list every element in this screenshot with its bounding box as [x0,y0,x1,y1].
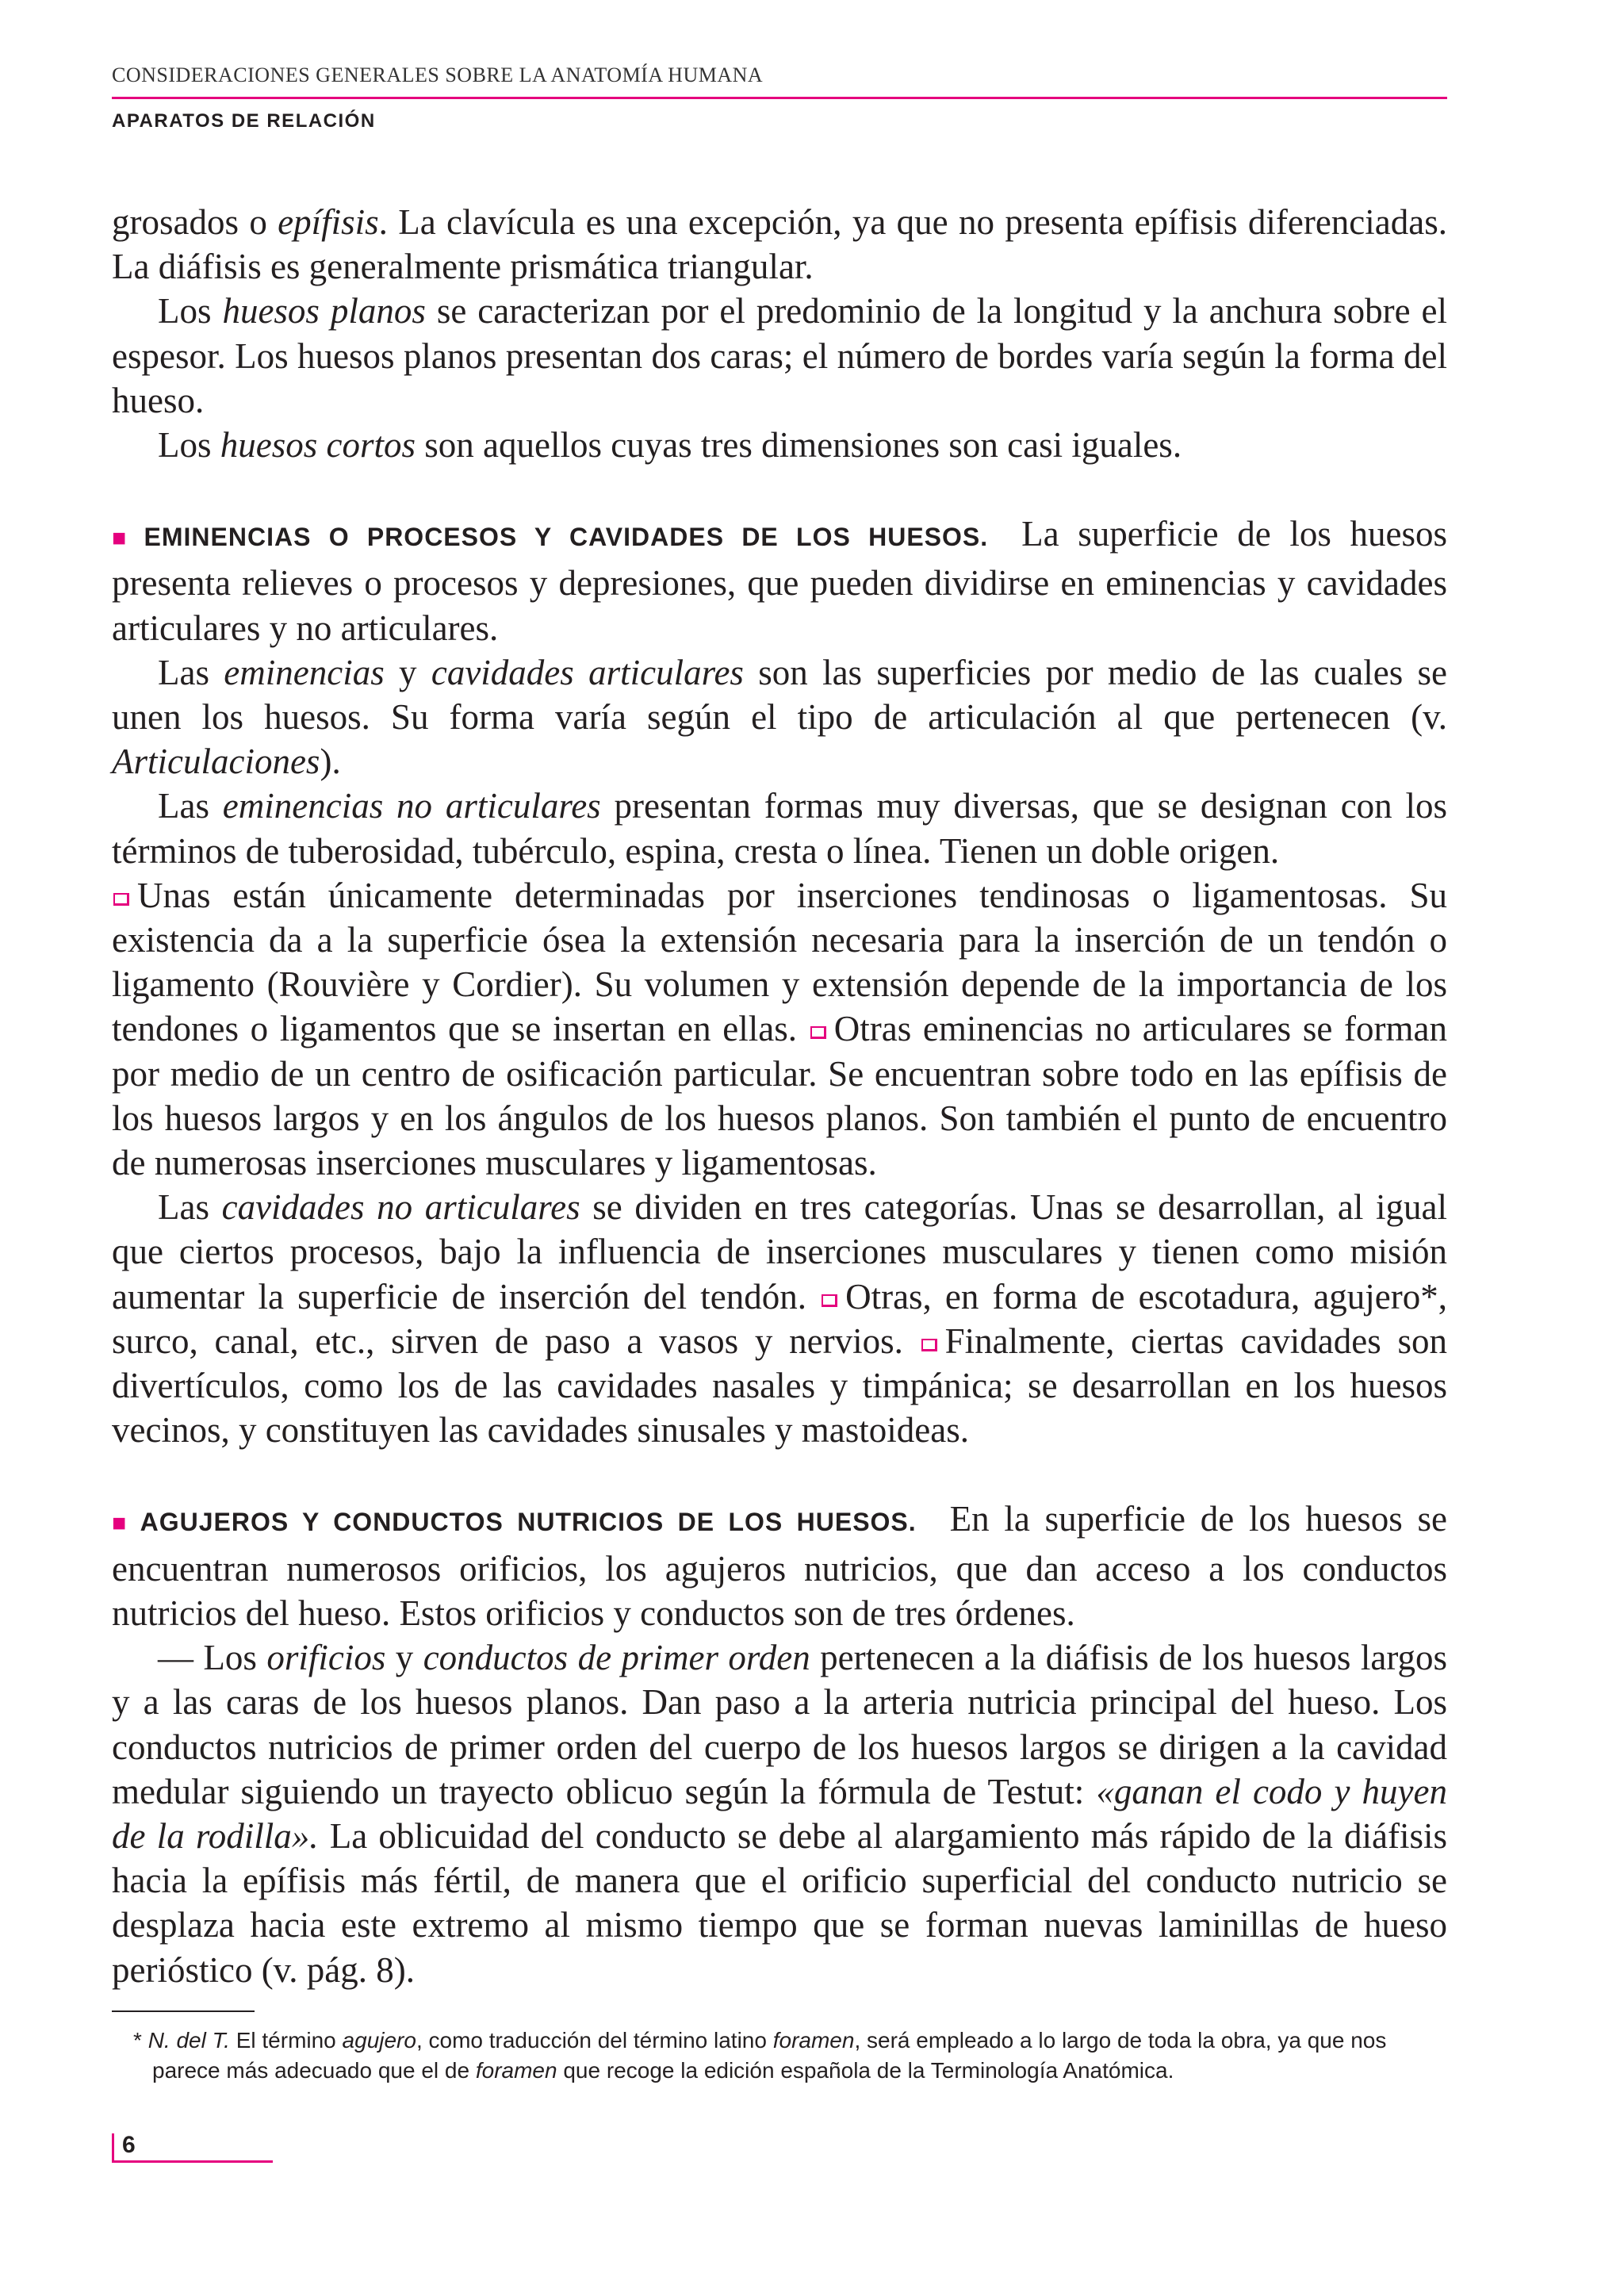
paragraph: — Los orificios y conductos de primer orden pertenecen a la diáfisis de los huesos largos y a las caras de los huesos planos. Dan paso a la arteria nutricia principal del hueso. Los conductos nutricios de primer orden del cuerpo de los huesos largos se dirigen a la cavidad medular siguiendo un trayecto oblicuo según la fórmula de Testut: «ganan el codo y huyen de la rodilla». La oblicuidad del conducto se debe al alargamiento más rápido de la diáfisis hacia la epífisis más fértil, de manera que el orificio superficial del conducto nutricio se desplaza hacia este extremo al mismo tiempo que se forman nuevas laminillas de hueso perióstico (v. pág. 8). [112,1638,1448,1990]
paragraph: Los huesos planos se caracterizan por el predominio de la longitud y la anchura sobre el espesor. Los huesos planos presentan dos caras; el número de bordes varía según la forma del hueso. [112,291,1448,420]
square-bullet-icon: ■ [112,1510,132,1537]
paragraph: Las eminencias no articulares presentan formas muy diversas, que se designan con los términos de tuberosidad, tubérculo, espina, cresta o línea. Tienen un doble origen. Unas están únicamente determinadas por inserciones tendinosas o ligamentosas. Su existencia da a la superficie ósea la extensión necesaria para la inserción de un tendón o ligamento (Rouvière y Cordier). Su volumen y extensión depende de la importancia de los tendones o ligamentos que se insertan en ellas. Otras eminencias no articulares se forman por medio de un centro de osificación particular. Se encuentran sobre todo en las epífisis de los huesos largos y en los ángulos de los huesos planos. Son también el punto de encuentro de numerosas inserciones musculares y ligamentosas. [112,786,1447,1183]
footnote-rule [112,2010,255,2012]
page-number: 6 [112,2133,273,2163]
header-rule [112,97,1447,99]
running-title: CONSIDERACIONES GENERALES SOBRE LA ANATOMÍA HUMANA [112,63,764,86]
paragraph: Los huesos cortos son aquellos cuyas tres dimensiones son casi iguales. [158,425,1182,466]
section-heading: APARATOS DE RELACIÓN [112,110,376,132]
section-title: EMINENCIAS O PROCESOS Y CAVIDADES DE LOS HUESOS. [144,523,989,552]
box-bullet-icon [822,1294,837,1307]
paragraph: Las eminencias y cavidades articulares son las superficies por medio de las cuales se unen los huesos. Su forma varía según el tipo de articulación al que pertenecen (v. Articulaciones). [112,652,1448,782]
body-text [112,200,1447,1992]
box-bullet-icon [810,1026,826,1039]
box-bullet-icon [113,893,129,906]
section-paragraph: ■ AGUJEROS Y CONDUCTOS NUTRICIOS DE LOS HUESOS. En la superficie de los huesos se encuentran numerosos orificios, los agujeros nutricios, que dan acceso a los conductos nutricios del hueso. Estos orificios y conductos son de tres órdenes. [112,1499,1447,1633]
footnote: * N. del T. El término agujero, como traducción del término latino foramen, será empleado a lo largo de toda la obra, ya que nos parece más adecuado que el de foramen que recoge la edición española de la Terminología Anatómica. [133,2028,1387,2083]
box-bullet-icon [921,1339,937,1351]
section-title: AGUJEROS Y CONDUCTOS NUTRICIOS DE LOS HUESOS. [140,1508,917,1537]
section-paragraph: ■ EMINENCIAS O PROCESOS Y CAVIDADES DE LOS HUESOS. La superficie de los huesos presenta relieves o procesos y depresiones, que pueden dividirse en eminencias y cavidades articulares y no articulares. [112,514,1448,648]
paragraph: Las cavidades no articulares se dividen en tres categorías. Unas se desarrollan, al igual que ciertos procesos, bajo la influencia de inserciones musculares y tienen como misión aumentar la superficie de inserción del tendón. Otras, en forma de escotadura, agujero*, surco, canal, etc., sirven de paso a vasos y nervios. Finalmente, ciertas cavidades son divertículos, como los de las cavidades nasales y timpánica; se desarrollan en los huesos vecinos, y constituyen las cavidades sinusales y mastoideas. [112,1187,1448,1451]
paragraph: grosados o epífisis. La clavícula es una excepción, ya que no presenta epífisis diferenciadas. La diáfisis es generalmente prismática triangular. [112,202,1447,287]
square-bullet-icon: ■ [112,525,136,552]
page-header [112,62,1447,132]
